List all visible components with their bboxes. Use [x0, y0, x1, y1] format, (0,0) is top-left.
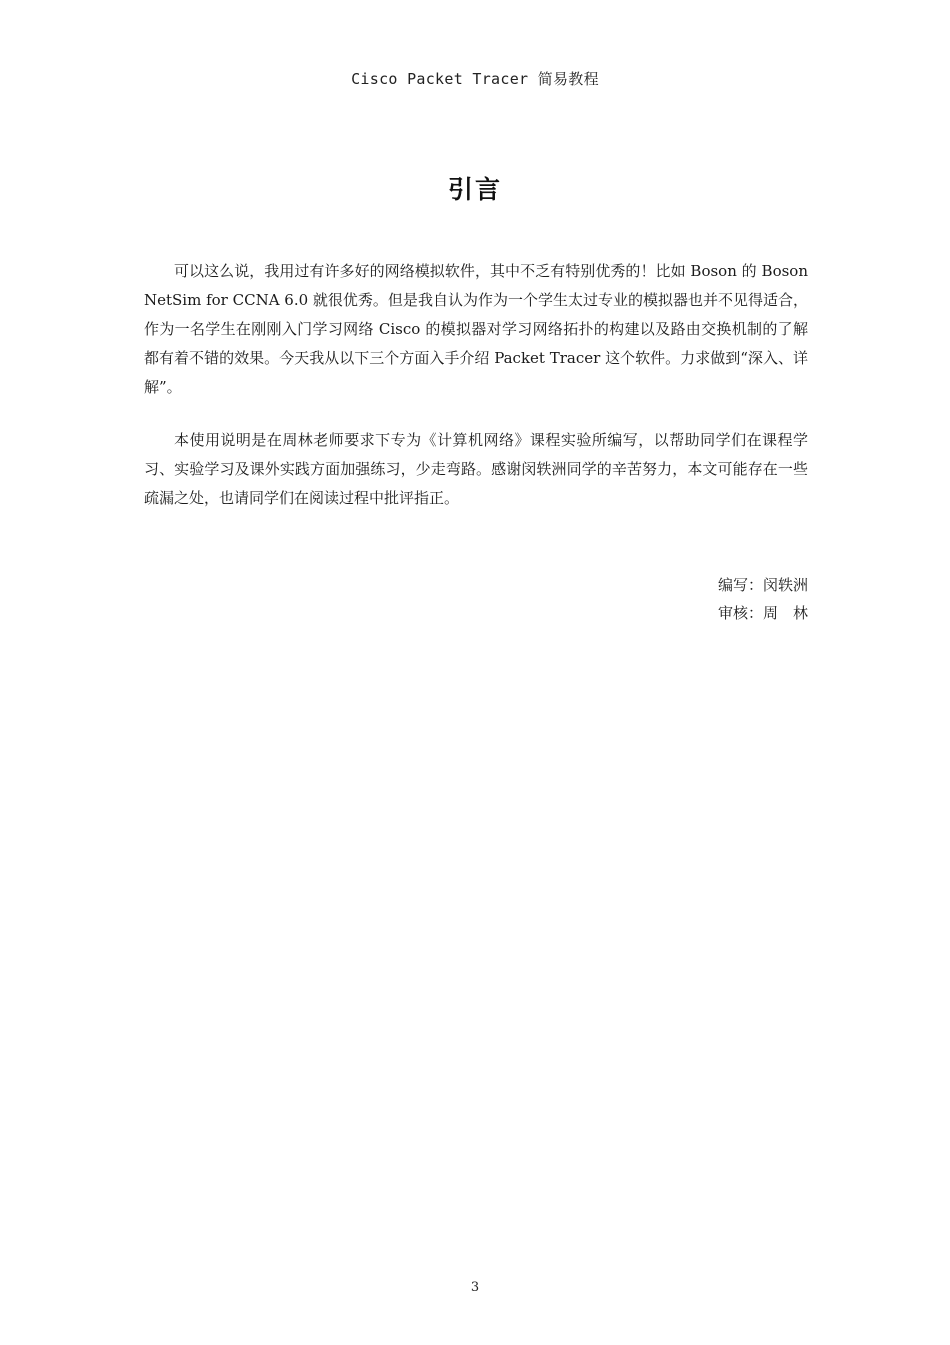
page-title: 引言 [447, 175, 502, 204]
page-number: 3 [470, 1280, 480, 1295]
running-header: Cisco Packet Tracer 简易教程 [351, 70, 599, 88]
signature-reviewer: 审核：周 林 [717, 604, 808, 622]
paragraph-text: 本使用说明是在周林老师要求下专为《计算机网络》课程实验所编写，以帮助同学们在课程学习、实验学习及课外实践方面加强练习，少走弯路。感谢闵轶洲同学的辛苦努力，本文可能存在一些疏漏之处，也请同学们在阅读过程中批评指正。 [144, 431, 808, 507]
paragraph-purpose [144, 426, 808, 513]
signature-author: 编写：闵轶洲 [717, 576, 808, 594]
paragraph-text: 可以这么说，我用过有许多好的网络模拟软件，其中不乏有特别优秀的！比如 Boson 的 Boson NetSim for CCNA 6.0 就很优秀。但是我自认为作为一个学生太过专业的模拟器也并不见得适合，作为一名学生在刚刚入门学习网络 Cisco 的模拟器对学习网络拓扑的构建以及路由交换机制的了解都有着不错的效果。今天我从以下三个方面入手介绍 Packet Tracer 这个软件。力求做到“深入、详解”。 [144, 262, 824, 396]
paragraph-intro [144, 257, 824, 402]
